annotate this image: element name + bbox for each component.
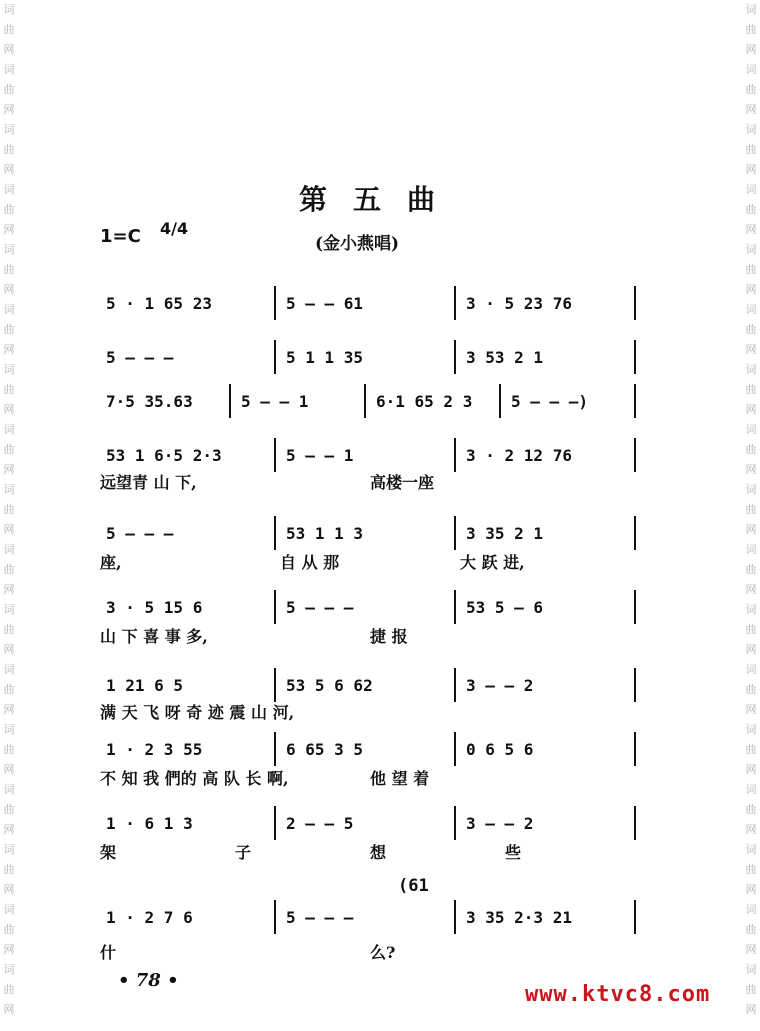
bar-line — [499, 384, 501, 418]
watermark-text: 词 曲 网 — [3, 303, 15, 356]
watermark-text: 词 曲 网 — [745, 243, 757, 296]
bar-line — [274, 340, 276, 374]
measure: 5 — — —) — [511, 392, 589, 411]
measure: 6·1 65 2 3 — [376, 392, 473, 411]
time-signature: 4/4 — [160, 219, 189, 238]
measure: 2 — — 5 — [286, 814, 354, 833]
bar-line — [454, 438, 456, 472]
bar-line — [454, 668, 456, 702]
watermark-text: 词 曲 网 — [3, 63, 15, 116]
lyric-text: 么? — [370, 943, 396, 962]
notes-row — [100, 732, 640, 766]
key-signature: 1=C — [100, 226, 141, 247]
staff-line — [100, 806, 640, 840]
watermark-text: 词 曲 网 — [3, 363, 15, 416]
pickup-note: (61 — [398, 876, 429, 896]
measure: 1 · 2 7 6 — [106, 908, 193, 927]
watermark-text: 词 曲 网 — [3, 783, 15, 836]
notes-row — [100, 340, 640, 374]
bar-line — [229, 384, 231, 418]
measure: 3 — — 2 — [466, 676, 534, 695]
bar-line — [634, 384, 636, 418]
staff-line — [100, 900, 640, 934]
page-title: 第五曲 — [298, 183, 461, 216]
bar-line — [454, 590, 456, 624]
measure: 53 5 6 62 — [286, 676, 373, 695]
measure: 1 21 6 5 — [106, 676, 184, 695]
bar-line — [454, 516, 456, 550]
measure: 5 — — — — [286, 908, 354, 927]
site-url: www.ktvc8.com — [525, 982, 711, 1007]
bar-line — [274, 590, 276, 624]
lyric-text: 自 从 那 — [280, 553, 340, 572]
notes-row — [100, 900, 640, 934]
bar-line — [634, 900, 636, 934]
watermark-text: 词 曲 网 — [745, 783, 757, 836]
bar-line — [274, 900, 276, 934]
watermark-text: 词 曲 网 — [3, 723, 15, 776]
watermark-text: 词 曲 网 — [745, 303, 757, 356]
measure: 7·5 35.63 — [106, 392, 193, 411]
bar-line — [274, 668, 276, 702]
bar-line — [634, 516, 636, 550]
lyric-text: 满 天 飞 呀 奇 迹 震 山 河, — [100, 703, 295, 722]
watermark-text: 词 曲 网 — [745, 543, 757, 596]
watermark-text: 词 曲 网 — [745, 663, 757, 716]
staff-line — [100, 340, 640, 374]
bar-line — [274, 286, 276, 320]
bar-line — [364, 384, 366, 418]
notes-row — [100, 590, 640, 624]
measure: 3 35 2·3 21 — [466, 908, 572, 927]
staff-line — [100, 516, 640, 550]
measure: 5 — — — — [106, 524, 174, 543]
watermark-text: 词 曲 网 — [3, 843, 15, 896]
measure: 3 · 5 23 76 — [466, 294, 572, 313]
bar-line — [634, 668, 636, 702]
lyric-text: 些 — [505, 843, 522, 862]
bar-line — [454, 286, 456, 320]
measure: 3 · 5 15 6 — [106, 598, 203, 617]
measure: 3 53 2 1 — [466, 348, 544, 367]
watermark-text: 词 曲 网 — [3, 603, 15, 656]
bar-line — [454, 340, 456, 374]
staff-line — [100, 668, 640, 702]
bar-line — [274, 732, 276, 766]
watermark-text: 词 曲 网 — [3, 3, 15, 56]
watermark-text: 词 曲 网 — [745, 423, 757, 476]
measure: 0 6 5 6 — [466, 740, 534, 759]
watermark-text: 词 曲 网 — [745, 3, 757, 56]
notes-row — [100, 286, 640, 320]
staff-line — [100, 384, 640, 418]
measure: 5 1 1 35 — [286, 348, 364, 367]
measure: 5 — — 61 — [286, 294, 364, 313]
watermark-text: 词 曲 网 — [745, 63, 757, 116]
measure: 5 · 1 65 23 — [106, 294, 212, 313]
watermark-text: 词 曲 网 — [3, 423, 15, 476]
lyric-text: 想 — [370, 843, 387, 862]
watermark-text: 词 曲 网 — [3, 123, 15, 176]
watermark-text: 词 曲 网 — [745, 123, 757, 176]
staff-line — [100, 590, 640, 624]
watermark-text: 词 曲 网 — [3, 963, 15, 1016]
lyric-text: 什 — [100, 943, 117, 962]
lyric-text: 高楼一座 — [370, 473, 435, 492]
watermark-text: 词 曲 网 — [3, 483, 15, 536]
watermark-text: 词 曲 网 — [745, 183, 757, 236]
lyric-text: 远望青 山 下, — [100, 473, 197, 492]
bar-line — [274, 516, 276, 550]
bar-line — [634, 286, 636, 320]
measure: 3 · 2 12 76 — [466, 446, 572, 465]
watermark-text: 词 曲 网 — [745, 843, 757, 896]
lyric-text: 山 下 喜 事 多, — [100, 627, 208, 646]
watermark-column-left — [1, 0, 17, 1020]
lyric-text: 子 — [235, 843, 252, 862]
measure: 1 · 6 1 3 — [106, 814, 193, 833]
lyric-text: 不 知 我 們的 高 队 长 啊, — [100, 769, 289, 788]
watermark-text: 词 曲 网 — [3, 663, 15, 716]
watermark-text: 词 曲 网 — [745, 483, 757, 536]
watermark-text: 词 曲 网 — [3, 543, 15, 596]
bar-line — [634, 590, 636, 624]
notes-row — [100, 516, 640, 550]
staff-line — [100, 286, 640, 320]
measure: 5 — — 1 — [241, 392, 309, 411]
staff-line — [100, 438, 640, 472]
bar-line — [274, 806, 276, 840]
measure: 6 65 3 5 — [286, 740, 364, 759]
measure: 53 5 — 6 — [466, 598, 544, 617]
measure: 53 1 6·5 2·3 — [106, 446, 222, 465]
measure: 5 — — — — [106, 348, 174, 367]
lyric-text: 他 望 着 — [370, 769, 430, 788]
watermark-column-right — [743, 0, 759, 1020]
staff-line — [100, 732, 640, 766]
bar-line — [454, 900, 456, 934]
bar-line — [454, 732, 456, 766]
bar-line — [634, 732, 636, 766]
page-number: • 78 • — [118, 970, 179, 991]
bar-line — [634, 438, 636, 472]
measure: 5 — — 1 — [286, 446, 354, 465]
measure: 53 1 1 3 — [286, 524, 364, 543]
bar-line — [634, 806, 636, 840]
lyric-text: 座, — [100, 553, 122, 572]
bar-line — [274, 438, 276, 472]
singer-label: (金小燕唱) — [315, 234, 400, 254]
measure: 3 — — 2 — [466, 814, 534, 833]
bar-line — [634, 340, 636, 374]
watermark-text: 词 曲 网 — [3, 183, 15, 236]
measure: 5 — — — — [286, 598, 354, 617]
notes-row — [100, 438, 640, 472]
watermark-text: 词 曲 网 — [745, 603, 757, 656]
measure: 1 · 2 3 55 — [106, 740, 203, 759]
watermark-text: 词 曲 网 — [745, 723, 757, 776]
watermark-text: 词 曲 网 — [3, 903, 15, 956]
lyric-text: 大 跃 进, — [460, 553, 525, 572]
notes-row — [100, 806, 640, 840]
measure: 3 35 2 1 — [466, 524, 544, 543]
notes-row — [100, 668, 640, 702]
watermark-text: 词 曲 网 — [745, 903, 757, 956]
watermark-text: 词 曲 网 — [745, 963, 757, 1016]
lyric-text: 捷 报 — [370, 627, 408, 646]
notes-row — [100, 384, 640, 418]
bar-line — [454, 806, 456, 840]
watermark-text: 词 曲 网 — [3, 243, 15, 296]
lyric-text: 架 — [100, 843, 117, 862]
watermark-text: 词 曲 网 — [745, 363, 757, 416]
